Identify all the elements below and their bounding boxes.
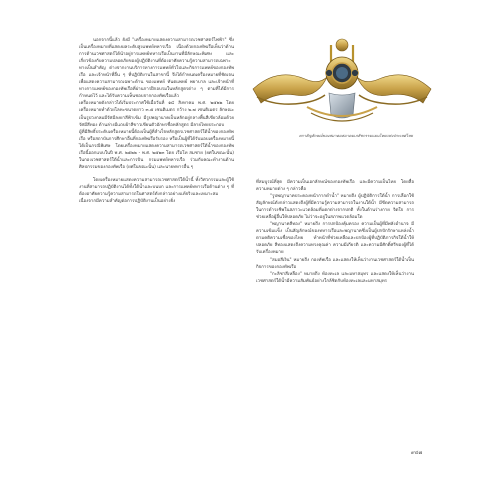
paragraph: ผู้ที่มีสิทธิ์ประดับเครื่องหมายนี้ต้องเป็นผู้ที่สำเร็จหลักสูตรเวชศาสตร์ใต้น้ำของกองทัพเรือ หรือสถาบันการศึกษาอื่นที่กองทัพเรือรับรอง หรือเป็นผู้ที่ได้รับมอบเครื่องหมายนี้ได้เป็นกรณีพิเศษ โดยเครื่องหมายแสดงความสามารถเวชศาสตร์ใต้น้ำของกองทัพเรือนี้ออกแบบในปี พ.ศ. ๒๕๒๒ - พ.ศ. ๒๕๒๓ โดย เรือโท สมชาย (ยศในขณะนั้น) ในกองเวชศาสตร์ใต้น้ำและการบิน กรมแพทย์ทหารเรือ ร่วมกับคณะทำงานด้านศิลปกรรมของกองทัพเรือ (ยศในขณะนั้น) และนายทหารอื่น ๆ <box>79 129 234 170</box>
left-text-column <box>79 37 234 205</box>
paragraph: โดยเครื่องหมายแสดงความสามารถเวชศาสตร์ใต้น้ำนี้ ทั้งวิศวกรรมและผู้ใช้งานที่สามารถปฏิบัติงานได้ทั้งใต้น้ำและบนบก และการแพทย์ทหารเรือด้านต่าง ๆ ที่ต้องอาศัยความรู้ความสามารถในศาสตร์ดังกล่าวอย่างแท้จริงและเหมาะสม เนื่องจากมีความสำคัญต่อการปฏิบัติงานเป็นอย่างยิ่ง <box>79 177 234 205</box>
paragraph: นอกจากนี้แล้ว ยังมี "เครื่องหมายแสดงความสามารถเวชศาสตร์ไฟฟ้า" ซึ่งเป็นเครื่องหมายที่แสดงผลระดับสูงแพทย์ทหารเรือ เนื่องด้วยกองทัพเรือเห็นว่าด้านการด้านเวชศาสตร์ได้นำอยู่การแพทย์ทหารเรือเป็นงานที่มีลักษณะพิเศษ และเกี่ยวข้องกับความปลอดภัยของผู้ปฏิบัติงานที่ต้องอาศัยความรู้ความสามารถเฉพาะทางเป็นสำคัญ ต่างจากงานบริการทางการแพทย์ทั่วไปและกิจการแพทย์ของกองทัพเรือ และเจ้าหน้าที่อื่น ๆ ที่ปฏิบัติงานในสาขานี้ จึงได้กำหนดเครื่องหมายที่ชัดเจนเพื่อแสดงความสามารถเฉพาะด้าน ของแพทย์ ทันตแพทย์ พยาบาล และเจ้าหน้าที่ทางการแพทย์ของกองทัพเรือที่ผ่านการฝึกอบรมในหลักสูตรต่าง ๆ ตามที่ได้มีการกำหนดไว้ และได้รับความเห็นชอบจากกองทัพเรือแล้ว <box>79 38 234 100</box>
paragraph: "พญานาคสีทอง" หมายถึง การปกป้องคุ้มครอง ความเป็นผู้ที่มีพลังอำนาจ มีความเข้มแข็ง เป็นสัญลักษณ์ของทหารเรือและพญานาคซึ่งเป็นผู้ปกปักรักษาแหล่งน้ำ ตามคติความเชื่อของไทย ทำหน้าที่ช่วยเหลือและปกป้องผู้ที่ปฏิบัติภารกิจใต้น้ำให้ปลอดภัย สีทองแสดงถึงความทรงคุณค่า ความมีเกียรติ และความมีศักดิ์ศรีของผู้ที่ได้รับเครื่องหมาย <box>256 222 414 256</box>
paragraph: เครื่องหมายดังกล่าวได้เริ่มประกาศใช้เมื่อวันที่ ๑๔ สิงหาคม พ.ศ. ๒๕๒๒ โดยเครื่องหมายทำด้วยโลหะขนาดยาว ๓.๕ เซนติเมตร กว้าง ๒.๗ เซนติเมตร ลักษณะเป็นรูปวงกลมมีรัศมีลงยาสีฟ้าเข้ม มีรูปพญานาคเป็นหลักอยู่กลางพื้นสีเขียวล้อมด้วยรัศมีสีทอง ด้านล่างมีแถบผ้าสีขาวเขียนตัวอักษรชื่อหลักสูตร มีลายไทยประกอบ <box>79 101 234 128</box>
page-number: ๙๔๗ <box>411 450 423 456</box>
right-text-column <box>256 179 414 285</box>
paragraph: ที่สมบูรณ์ที่สุด มีความเป็นเอกลักษณ์ของกองทัพเรือ และมีความเป็นไทย โดยสื่อความหมายต่าง ๆ กล่าวคือ <box>256 180 414 193</box>
paragraph: "กะลิชาสีเหลือง" หมายถึง ท้องทะเล และมหาสมุทร และแสดงให้เห็นว่างานเวชศาสตร์ใต้น้ำมีความสัมพันธ์อย่างใกล้ชิดกับท้องทะเลและมหาสมุทร <box>256 271 414 284</box>
golden-emblem-naga-icon <box>247 37 437 129</box>
paragraph: "รูปพญานาคประคองหน้ากากดำน้ำ" หมายถึง ผู้ปฏิบัติการใต้น้ำ การเลือกใช้สัญลักษณ์ดังกล่าวแสดงถึงผู้ที่มีความรู้ความสามารถในงานใต้น้ำ มีขีดความสามารถในการดำรงชีพในสภาวะแวดล้อมที่แตกต่างจากปกติ ทั้งในด้านร่างกาย จิตใจ การช่วยเหลือผู้อื่นให้ปลอดภัย ไม่ว่าจะอยู่ในสภาพแวดล้อมใด <box>256 194 414 221</box>
paragraph: "สมอสีเงิน" หมายถึง กองทัพเรือ และแสดงให้เห็นว่างานเวชศาสตร์ใต้น้ำเป็นกิจการของกองทัพเรือ <box>256 257 414 270</box>
figure-caption: ตราสัญลักษณ์ของสมาคมสมาคมเภสัชกรรมแผนไทยแห่งประเทศไทย <box>299 133 413 138</box>
